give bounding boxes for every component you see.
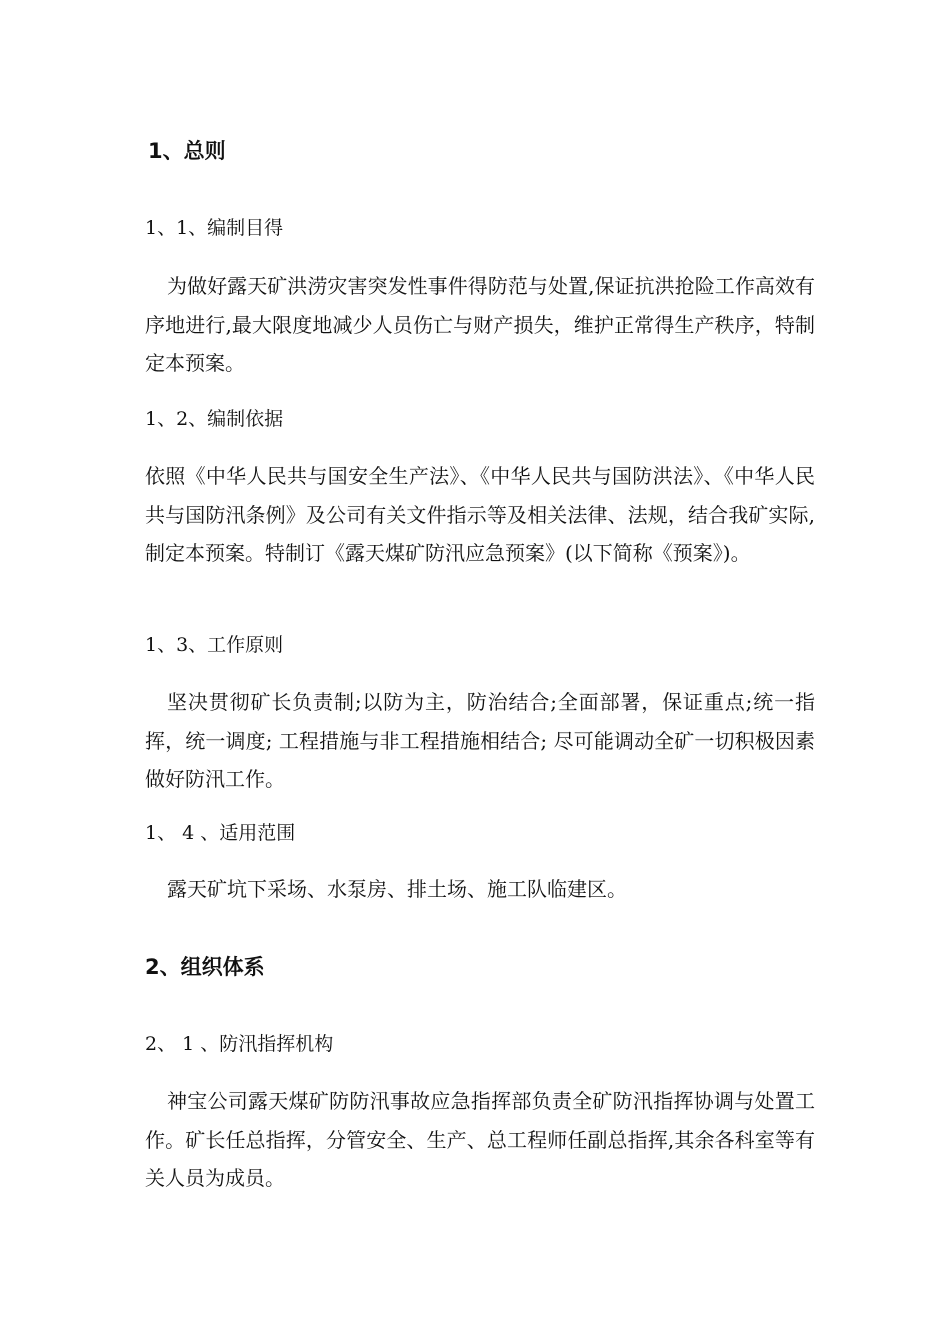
section-1-4-paragraph: 露天矿坑下采场、水泵房、排土场、施工队临建区。	[167, 877, 627, 901]
section-1-3-paragraph: 坚决贯彻矿长负责制;以防为主，防治结合;全面部署，保证重点;统一指挥，统一调度; 工程措施与非工程措施相结合; 尽可能调动全矿一切积极因素做好防汛工作。	[145, 690, 815, 791]
section-1-1-paragraph: 为做好露天矿洪涝灾害突发性事件得防范与处置,保证抗洪抢险工作高效有序地进行,最大限度地减少人员伤亡与财产损失，维护正常得生产秩序，特制定本预案。	[145, 274, 815, 375]
section-1-2-paragraph: 依照《中华人民共与国安全生产法》、《中华人民共与国防洪法》、《中华人民共与国防汛条例》及公司有关文件指示等及相关法律、法规，结合我矿实际,制定本预案。特制订《露天煤矿防汛应急预案》(以下简称《预案》)。	[145, 464, 815, 565]
section-1-2-heading: 1、2、编制依据	[145, 408, 284, 430]
section-2-1-paragraph: 神宝公司露天煤矿防防汛事故应急指挥部负责全矿防汛指挥协调与处置工作。矿长任总指挥，分管安全、生产、总工程师任副总指挥,其余各科室等有关人员为成员。	[145, 1089, 815, 1190]
section-2-title: 2、组织体系	[145, 955, 265, 979]
section-1-4-heading: 1、 4 、适用范围	[145, 822, 296, 844]
section-2-1-heading: 2、 1 、防汛指挥机构	[145, 1033, 334, 1055]
section-1-3-heading: 1、3、工作原则	[145, 634, 284, 656]
section-1-title: 1、总则	[148, 139, 226, 163]
section-1-1-heading: 1、1、编制目得	[145, 217, 284, 239]
